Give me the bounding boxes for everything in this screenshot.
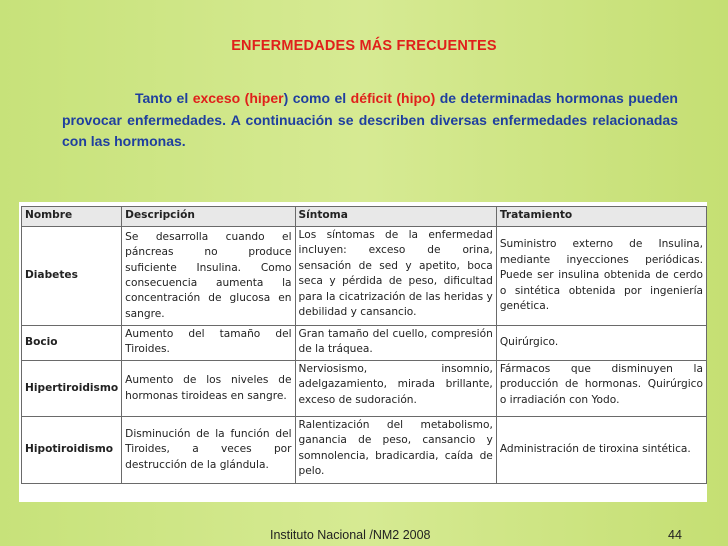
- row-descripcion: Se desarrolla cuando el páncreas no produce suficiente Insulina. Como consecuencia aumenta la concentración de glucosa en sangre.: [122, 227, 295, 326]
- row-tratamiento: Fármacos que disminuyen la producción de hormonas. Quirúrgico o irradiación con Yodo.: [496, 361, 706, 417]
- intro-paragraph: Tanto el exceso (hiper) como el déficit (hipo) de determinadas hormonas pueden provocar enfermedades. A continuación se describen diversas enfermedades relacionadas con las hormonas.: [62, 90, 678, 149]
- row-descripcion: Disminución de la función del Tiroides, a veces por destrucción de la glándula.: [122, 417, 295, 484]
- slide-title: ENFERMEDADES MÁS FRECUENTES: [231, 38, 497, 54]
- table-row: [22, 326, 707, 361]
- row-descripcion: Aumento del tamaño del Tiroides.: [122, 326, 295, 361]
- row-tratamiento: Suministro externo de Insulina, mediante inyecciones periódicas. Puede ser insulina obtenida de cerdo o sintética obtenida por ingeniería genética.: [496, 227, 706, 326]
- row-tratamiento: Quirúrgico.: [496, 326, 706, 361]
- row-descripcion: Aumento de los niveles de hormonas tiroideas en sangre.: [122, 361, 295, 417]
- row-tratamiento: Administración de tiroxina sintética.: [496, 417, 706, 484]
- row-sintoma: Gran tamaño del cuello, compresión de la tráquea.: [295, 326, 496, 361]
- row-sintoma: Nerviosismo, insomnio, adelgazamiento, mirada brillante, exceso de sudoración.: [295, 361, 496, 417]
- row-sintoma: Ralentización del metabolismo, ganancia de peso, cansancio y somnolencia, bradicardia, caída de pelo.: [295, 417, 496, 484]
- header-sintoma: Síntoma: [295, 207, 496, 227]
- header-tratamiento: Tratamiento: [496, 207, 706, 227]
- page-number: 44: [668, 528, 682, 542]
- table-header-row: [22, 207, 707, 227]
- row-nombre: Hipotiroidismo: [22, 417, 122, 484]
- table-row: [22, 361, 707, 417]
- row-nombre: Diabetes: [22, 227, 122, 326]
- row-nombre: Bocio: [22, 326, 122, 361]
- header-descripcion: Descripción: [122, 207, 295, 227]
- slide-footer: [0, 528, 728, 546]
- diseases-table: [21, 206, 707, 484]
- table-row: [22, 227, 707, 326]
- header-nombre: Nombre: [22, 207, 122, 227]
- footer-institution: Instituto Nacional /NM2 2008: [270, 528, 431, 542]
- exceso-highlight: exceso (hiper: [192, 90, 284, 106]
- row-sintoma: Los síntomas de la enfermedad incluyen: exceso de orina, sensación de sed y apetito, boca seca y pérdida de peso, dificultad para la cicatrización de las heridas y debilidad y cansancio.: [295, 227, 496, 326]
- diseases-table-panel: [19, 202, 707, 502]
- row-nombre: Hipertiroidismo: [22, 361, 122, 417]
- deficit-highlight: déficit (hipo): [350, 90, 436, 106]
- table-row: [22, 417, 707, 484]
